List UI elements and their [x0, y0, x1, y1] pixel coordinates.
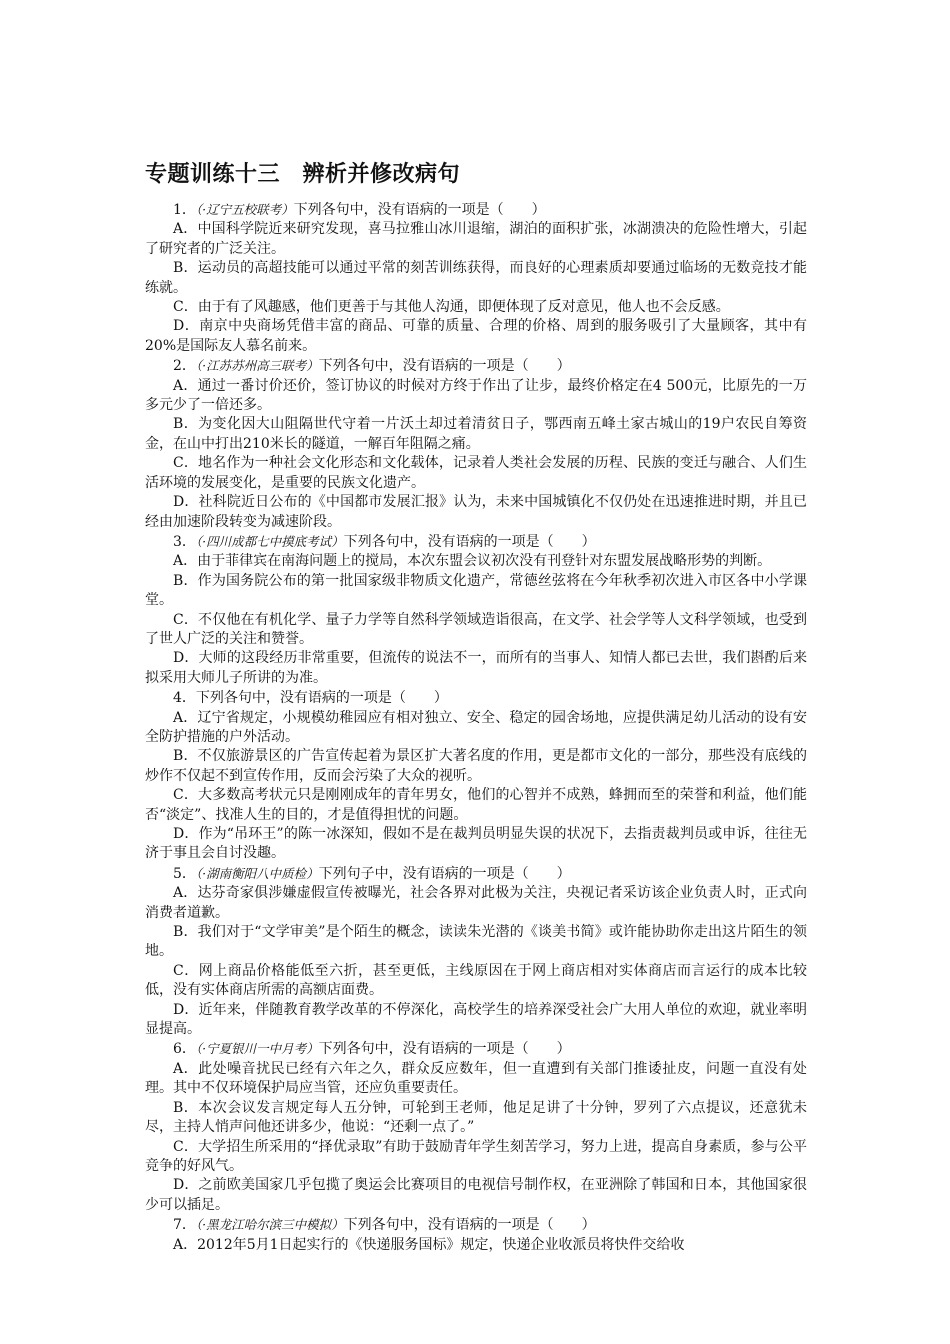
answer-option: D．之前欧美国家几乎包揽了奥运会比赛项目的电视信号制作权，在亚洲除了韩国和日本，其他国家很少可以插足。 — [145, 1177, 807, 1213]
question-stem — [145, 356, 807, 376]
question-number: 5． — [173, 865, 196, 882]
answer-option: C．网上商品价格能低至六折，甚至更低，主线原因在于网上商店相对实体商店而言运行的成本比较低，没有实体商店所需的高额店面费。 — [145, 962, 807, 999]
question-text: 下列句子中，没有语病的一项是（ ） — [318, 865, 571, 882]
question-source: （·江苏苏州高三联考） — [195, 358, 319, 374]
answer-option: C．大多数高考状元只是刚刚成年的青年男女，他们的心智并不成熟，蜂拥而至的荣誉和利益，他们能否“淡定”、找准人生的目的，才是值得担忧的问题。 — [145, 787, 807, 823]
answer-option: B．作为国务院公布的第一批国家级非物质文化遗产，常德丝弦将在今年秋季初次进入市区各中小学课堂。 — [145, 572, 807, 609]
question-number: 6． — [173, 1041, 196, 1058]
question-number: 7． — [173, 1217, 196, 1234]
answer-option: C．地名作为一种社会文化形态和文化载体，记录着人类社会发展的历程、民族的变迁与融合、人们生活环境的发展变化，是重要的民族文化遗产。 — [145, 455, 807, 491]
answer-option: C．由于有了风趣感，他们更善于与其他人沟通，即便体现了反对意见，他人也不会反感。 — [173, 299, 730, 316]
question-stem — [145, 1039, 807, 1059]
answer-option: A．中国科学院近来研究发现，喜马拉雅山冰川退缩，湖泊的面积扩张，冰湖溃决的危险性增大，引起了研究者的广泛关注。 — [145, 221, 807, 257]
question-number: 3． — [173, 533, 196, 550]
answer-option: A．达芬奇家俱涉嫌虚假宣传被曝光，社会各界对此极为关注，央视记者采访该企业负责人时，正式向消费者道歉。 — [145, 885, 807, 921]
answer-option: C．大学招生所采用的“择优录取”有助于鼓励青年学生刻苦学习，努力上进，提高自身素质，参与公平竞争的好风气。 — [145, 1138, 807, 1174]
question-stem — [145, 688, 807, 708]
answer-option: A．此处噪音扰民已经有六年之久，群众反应数年，但一直遭到有关部门推诿扯皮，问题一直没有处理。其中不仅环境保护局应当管，还应负重要责任。 — [145, 1060, 807, 1097]
question-list — [145, 200, 807, 1255]
document-page — [145, 160, 807, 1255]
question-number: 2． — [173, 358, 196, 375]
answer-option: D．作为“吊环王”的陈一冰深知，假如不是在裁判员明显失误的状况下，去指责裁判员或申诉，往往无济于事且会自讨没趣。 — [145, 826, 807, 862]
question-stem — [145, 532, 807, 552]
question-stem — [145, 200, 807, 220]
answer-option: D．社科院近日公布的《中国都市发展汇报》认为，未来中国城镇化不仅仍处在迅速推进时期，并且已经由加速阶段转变为减速阶段。 — [145, 494, 807, 530]
answer-option: A．由于菲律宾在南海问题上的搅局，本次东盟会议初次没有刊登针对东盟发展战略形势的判断。 — [173, 553, 772, 570]
answer-option: C．不仅他在有机化学、量子力学等自然科学领域造诣很高，在文学、社会学等人文科学领域，也受到了世人广泛的关注和赞誉。 — [145, 611, 807, 647]
answer-option: B．运动员的高超技能可以通过平常的刻苦训练获得，而良好的心理素质却要通过临场的无数竞技才能练就。 — [145, 260, 807, 296]
question-text: 下列各句中，没有语病的一项是（ ） — [318, 358, 571, 375]
question-text: 下列各句中，没有语病的一项是（ ） — [343, 533, 596, 550]
answer-option: A．辽宁省规定，小规模幼稚园应有相对独立、安全、稳定的园舍场地，应提供满足幼儿活动的设有安全防护措施的户外活动。 — [145, 709, 807, 745]
question-number: 4． — [173, 690, 196, 707]
answer-option: B．我们对于“文学审美”是个陌生的概念，读读朱光潜的《谈美书简》或许能协助你走出这片陌生的领地。 — [145, 924, 807, 960]
answer-option: D．近年来，伴随教育教学改革的不停深化，高校学生的培养深受社会广大用人单位的欢迎，就业率明显提高。 — [145, 1001, 807, 1038]
question-text: 下列各句中，没有语病的一项是（ ） — [293, 202, 546, 218]
answer-option: D．大师的这段经历非常重要，但流传的说法不一，而所有的当事人、知情人都已去世，我们斟酌后来拟采用大师儿子所讲的为准。 — [145, 650, 807, 686]
question-source: （·湖南衡阳八中质检） — [195, 865, 319, 881]
answer-option: A．通过一番讨价还价，签订协议的时候对方终于作出了让步，最终价格定在4 500元，比原先的一万多元少了一倍还多。 — [145, 377, 807, 414]
question-text: 下列各句中，没有语病的一项是（ ） — [195, 690, 448, 707]
question-stem — [145, 1215, 807, 1235]
question-text: 下列各句中，没有语病的一项是（ ） — [343, 1217, 596, 1234]
answer-option: B．不仅旅游景区的广告宣传起着为景区扩大著名度的作用，更是都市文化的一部分，那些没有底线的炒作不仅起不到宣传作用，反而会污染了大众的视听。 — [145, 748, 807, 784]
answer-option: A．2012年5月1日起实行的《快递服务国标》规定，快递企业收派员将快件交给收 — [173, 1236, 685, 1253]
question-source: （·黑龙江哈尔滨三中模拟） — [195, 1217, 344, 1233]
question-source: （·四川成都七中摸底考试） — [195, 533, 344, 549]
question-stem — [145, 864, 807, 884]
question-text: 下列各句中，没有语病的一项是（ ） — [318, 1041, 571, 1058]
question-number: 1． — [173, 202, 196, 218]
answer-option: B．为变化因大山阻隔世代守着一片沃土却过着清贫日子，鄂西南五峰土家古城山的19户农民自筹资金，在山中打出210米长的隧道，一解百年阻隔之痛。 — [145, 416, 807, 452]
answer-option: D．南京中央商场凭借丰富的商品、可靠的质量、合理的价格、周到的服务吸引了大量顾客，其中有20%是国际友人慕名前来。 — [145, 318, 807, 354]
answer-option: B．本次会议发言规定每人五分钟，可轮到王老师，他足足讲了十分钟，罗列了六点提议，还意犹未尽，主持人悄声问他还讲多少，他说：“还剩一点了。” — [145, 1099, 807, 1136]
question-source: （·宁夏银川一中月考） — [195, 1041, 319, 1057]
question-source: （·辽宁五校联考） — [195, 202, 294, 217]
page-title: 专题训练十三 辨析并修改病句 — [145, 162, 461, 187]
